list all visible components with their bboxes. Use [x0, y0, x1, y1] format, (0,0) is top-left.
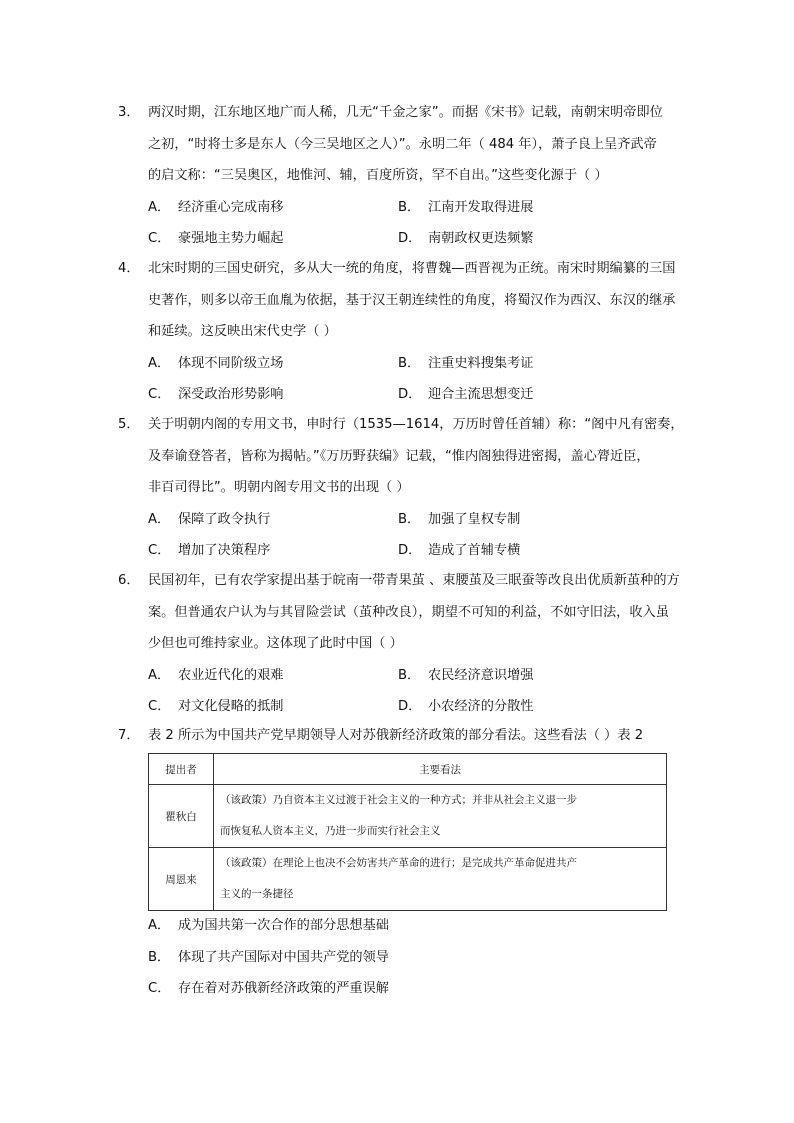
question-7 [118, 720, 678, 752]
table-header-row [149, 754, 667, 785]
question-4 [118, 253, 678, 411]
option-c: C． 增加了决策程序 [148, 543, 271, 558]
question-stem-line: 表 2 所示为中国共产党早期领导人对苏俄新经济政策的部分看法。这些看法（ ）表 2 [148, 728, 644, 743]
option-b: B． 体现了共产国际对中国共产党的领导 [148, 949, 389, 965]
table-header-cell: 提出者 [149, 754, 214, 785]
option-d: D． 小农经济的分散性 [398, 699, 534, 714]
table-header-cell: 主要看法 [214, 754, 667, 785]
question-stem-line: 少但也可维持家业。这体现了此时中国（ ） [148, 636, 403, 651]
option-d: D． 造成了首辅专横 [398, 543, 521, 558]
option-c: C． 豪强地主势力崛起 [148, 231, 284, 246]
question-stem-line: 和延续。这反映出宋代史学（ ） [148, 324, 337, 339]
option-c: C． 存在着对苏俄新经济政策的严重误解 [148, 981, 389, 996]
table-2 [148, 753, 667, 911]
table-cell-view: （该政策）乃自资本主义过渡于社会主义的一种方式；并非从社会主义退一步 而恢复私人资本主义，乃进一步而实行社会主义 [214, 785, 667, 848]
question-number: 4． [118, 261, 140, 276]
question-stem-line: 史著作，则多以帝王血胤为依据，基于汉王朝连续性的角度，将蜀汉作为西汉、东汉的继承 [148, 292, 676, 308]
option-b: B． 注重史料搜集考证 [398, 355, 534, 371]
question-stem-line: 关于明朝内阁的专用文书，申时行（1535—1614，万历时曾任首辅）称：“阁中凡有密奏， [148, 417, 684, 432]
option-b: B． 农民经济意识增强 [398, 667, 534, 683]
option-a: A． 保障了政令执行 [148, 511, 271, 527]
question-number: 3． [118, 105, 140, 120]
option-c: C． 对文化侵略的抵制 [148, 699, 284, 714]
table-cell-person: 瞿秋白 [149, 785, 214, 848]
option-a: A． 体现不同阶级立场 [148, 355, 284, 371]
question-number: 7． [118, 728, 140, 743]
question-7-options [118, 910, 678, 1005]
question-stem-line: 北宋时期的三国史研究，多从大一统的角度，将曹魏—西晋视为正统。南宋时期编纂的三国 [148, 261, 676, 276]
table-row [149, 785, 667, 848]
question-number: 5． [118, 417, 140, 432]
question-stem-line: 非百司得比”。明朝内阁专用文书的出现（ ） [148, 480, 410, 495]
option-a: A． 农业近代化的艰难 [148, 667, 284, 683]
option-b: B． 加强了皇权专制 [398, 511, 521, 527]
option-d: D． 南朝政权更迭频繁 [398, 231, 534, 246]
question-stem-line: 及奉谕登答者，皆称为揭帖。”《万历野获编》记载，“惟内阁独得进密揭，盖心膂近臣， [148, 448, 650, 464]
option-a: A． 经济重心完成南移 [148, 199, 284, 215]
option-b: B． 江南开发取得进展 [398, 199, 534, 215]
option-a: A． 成为国共第一次合作的部分思想基础 [148, 918, 389, 933]
question-3 [118, 97, 678, 255]
question-stem-line: 之初，“时将士多是东人（今三吴地区之人）”。永明二年（ 484 年），萧子良上呈齐武帝 [148, 136, 657, 152]
question-stem-line: 的启文称：“三吴奥区，地惟河、辅，百度所资，罕不自出。”这些变化源于（ ） [148, 168, 608, 183]
question-number: 6． [118, 573, 140, 588]
question-5 [118, 409, 684, 567]
table-cell-view: （该政策）在理论上也决不会妨害共产革命的进行；是完成共产革命促进共产 主义的一条捷径 [214, 848, 667, 911]
table-cell-person: 周恩来 [149, 848, 214, 911]
question-stem-line: 案。但普通农户认为与其冒险尝试（茧种改良），期望不可知的利益，不如守旧法，收入虽 [148, 604, 669, 620]
table-row [149, 848, 667, 911]
question-6 [118, 565, 678, 723]
question-stem-line: 民国初年，已有农学家提出基于皖南一带青果茧 、束腰茧及三眠蚕等改良出优质新茧种的方 [148, 573, 680, 588]
option-d: D． 迎合主流思想变迁 [398, 387, 534, 402]
option-c: C． 深受政治形势影响 [148, 387, 284, 402]
question-stem-line: 两汉时期，江东地区地广而人稀，几无“千金之家”。而据《宋书》记载，南朝宋明帝即位 [148, 105, 663, 120]
